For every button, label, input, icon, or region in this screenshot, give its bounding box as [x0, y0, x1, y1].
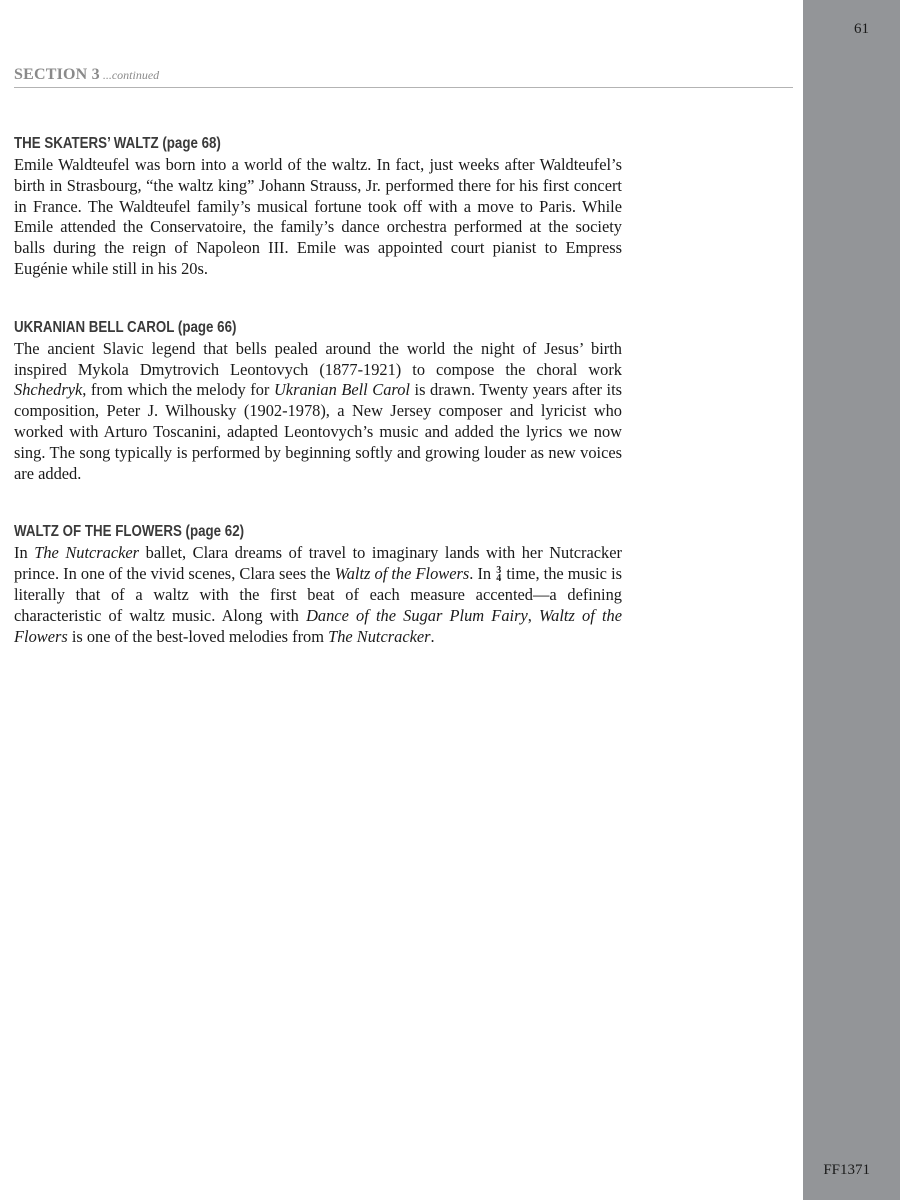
work-title: Shchedryk	[14, 380, 83, 400]
piece-ukranian-bell-carol	[14, 317, 622, 485]
description-text: is drawn. Twenty years after its composition, Peter J. Wilhousky (1902-1978), a New Jersey composer and lyricist who worked with Arturo Toscanini, adapted Leontovych’s music and added the lyrics we now sing. The song typically is performed by beginning softly and growing louder as new voices are added.	[14, 380, 623, 483]
piece-title: WALTZ OF THE FLOWERS (page 62)	[14, 523, 245, 541]
section-header	[14, 66, 793, 88]
piece-description	[14, 339, 622, 485]
description-text: ballet, Clara dreams of travel to imaginary lands with her Nutcracker prince. In one of the vivid scenes, Clara sees the	[14, 543, 622, 584]
description-text: .	[430, 626, 435, 646]
description-text: ,	[527, 605, 540, 625]
description-text: . In	[469, 564, 496, 584]
piece-skaters-waltz	[14, 133, 622, 280]
section-continued-label: ...continued	[102, 68, 160, 82]
description-text: , from which the melody for	[82, 380, 274, 400]
work-title: Dance of the Sugar Plum Fairy	[306, 605, 528, 625]
content	[14, 133, 622, 684]
description-text: is one of the best-loved melodies from	[67, 626, 329, 646]
description-text: time, the music is literally that of a waltz with the first beat of each measure accented—a defining characteristic of waltz music. Along with	[14, 564, 623, 625]
footer-code: FF1371	[823, 1162, 870, 1178]
work-title: The Nutcracker	[328, 626, 431, 646]
work-title: The Nutcracker	[34, 543, 140, 563]
piece-waltz-of-the-flowers	[14, 521, 622, 647]
description-text: The ancient Slavic legend that bells pealed around the world the night of Jesus’ birth inspired Mykola Dmytrovich Leontovych (1877-1921) to compose the choral work	[14, 338, 622, 379]
page-number: 61	[854, 21, 869, 37]
piece-description	[14, 543, 622, 647]
description-text: Emile Waldteufel was born into a world of the waltz. In fact, just weeks after Waldteufel’s birth in Strasbourg, “the waltz king” Johann Strauss, Jr. performed there for his first concert in France. The Waldteufel family’s musical fortune took off with a move to Paris. While Emile attended the Conservatoire, the family’s dance orchestra performed at the society balls during the reign of Napoleon III. Emile was appointed court pianist to Empress Eugénie while still in his 20s.	[14, 155, 622, 278]
section-title: SECTION 3	[14, 66, 100, 83]
piece-description	[14, 155, 622, 280]
piece-title: THE SKATERS’ WALTZ (page 68)	[14, 135, 221, 152]
time-signature-top: 3	[496, 565, 502, 577]
time-signature-bottom: 4	[496, 573, 502, 585]
description-text: In	[14, 543, 35, 563]
work-title: Ukranian Bell Carol	[273, 380, 410, 400]
piece-title: UKRANIAN BELL CAROL (page 66)	[14, 318, 237, 336]
time-signature	[496, 567, 501, 583]
work-title: Waltz of the Flowers	[14, 605, 622, 646]
side-bar	[803, 0, 900, 1200]
work-title: Waltz of the Flowers	[334, 564, 470, 584]
